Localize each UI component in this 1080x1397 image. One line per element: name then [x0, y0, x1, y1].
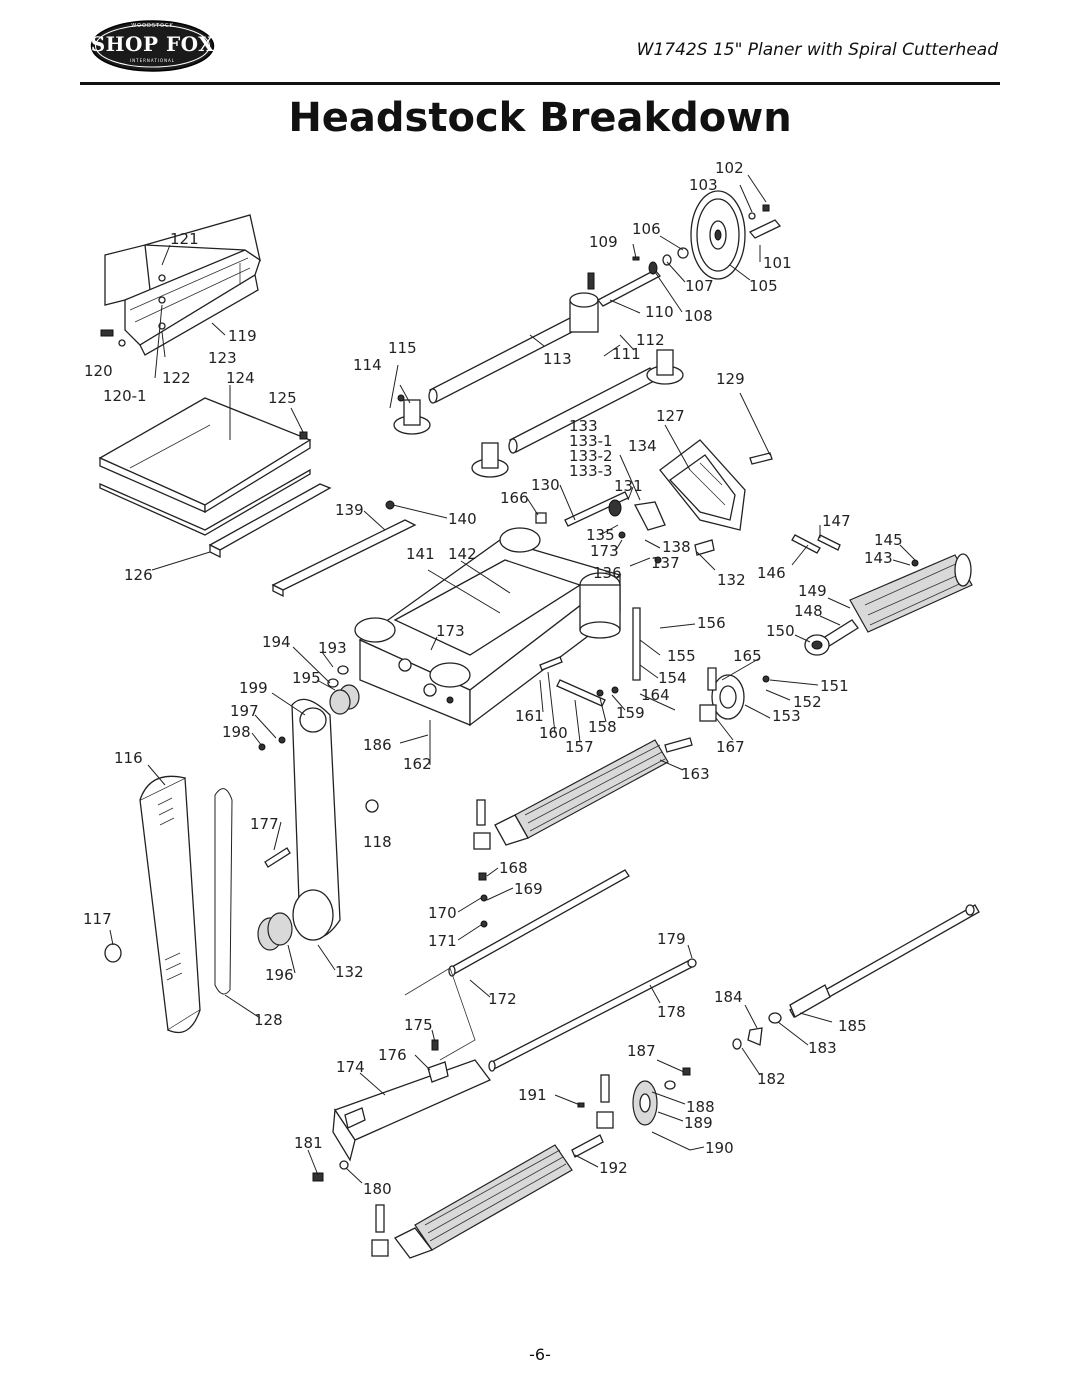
- callout-135: 135: [586, 526, 615, 544]
- callout-161: 161: [515, 707, 544, 725]
- callout-141: 141: [406, 545, 435, 563]
- callout-193: 193: [318, 639, 347, 657]
- callout-116: 116: [114, 749, 143, 767]
- cover-strips: [210, 484, 415, 596]
- callout-110: 110: [645, 303, 674, 321]
- callout-148: 148: [794, 602, 823, 620]
- page-number: -6-: [529, 1345, 551, 1364]
- gearbox-cover: [660, 440, 772, 530]
- callout-189: 189: [684, 1114, 713, 1132]
- callout-122: 122: [162, 369, 191, 387]
- callout-162: 162: [403, 755, 432, 773]
- callout-184: 184: [714, 988, 743, 1006]
- callout-159: 159: [616, 704, 645, 722]
- callout-187: 187: [627, 1042, 656, 1060]
- callout-150: 150: [766, 622, 795, 640]
- callout-115: 115: [388, 339, 417, 357]
- callout-179: 179: [657, 930, 686, 948]
- callout-174: 174: [336, 1058, 365, 1076]
- callout-173-frame: 173: [436, 622, 465, 640]
- callout-182: 182: [757, 1070, 786, 1088]
- callout-131: 131: [614, 477, 643, 495]
- callout-106: 106: [632, 220, 661, 238]
- callout-158: 158: [588, 718, 617, 736]
- callout-172: 172: [488, 990, 517, 1008]
- callout-129: 129: [716, 370, 745, 388]
- callout-137: 137: [651, 554, 680, 572]
- headstock-breakdown-diagram: [0, 150, 1080, 1330]
- callout-177: 177: [250, 815, 279, 833]
- callout-119: 119: [228, 327, 257, 345]
- callout-114: 114: [353, 356, 382, 374]
- page-title: Headstock Breakdown: [288, 95, 792, 141]
- callout-113: 113: [543, 350, 572, 368]
- logo-bottom-text: INTERNATIONAL: [129, 58, 176, 63]
- model-title: W1742S 15" Planer with Spiral Cutterhead: [636, 40, 998, 60]
- callout-163: 163: [681, 765, 710, 783]
- callout-105: 105: [749, 277, 778, 295]
- callout-194: 194: [262, 633, 291, 651]
- callout-180: 180: [363, 1180, 392, 1198]
- callout-124: 124: [226, 369, 255, 387]
- callout-133: 133: [569, 417, 598, 435]
- callout-133-3: 133-3: [569, 462, 613, 480]
- callout-117: 117: [83, 910, 112, 928]
- callout-198: 198: [222, 723, 251, 741]
- callout-173-top: 173: [590, 542, 619, 560]
- callout-130: 130: [531, 476, 560, 494]
- callout-127: 127: [656, 407, 685, 425]
- callout-132-bottom: 132: [335, 963, 364, 981]
- callout-164: 164: [641, 686, 670, 704]
- callout-112: 112: [636, 331, 665, 349]
- callout-151: 151: [820, 677, 849, 695]
- callout-118: 118: [363, 833, 392, 851]
- callout-181: 181: [294, 1134, 323, 1152]
- callout-188: 188: [686, 1098, 715, 1116]
- callout-102: 102: [715, 159, 744, 177]
- callout-167: 167: [716, 738, 745, 756]
- callout-176: 176: [378, 1046, 407, 1064]
- callout-196: 196: [265, 966, 294, 984]
- callout-134: 134: [628, 437, 657, 455]
- callout-101: 101: [763, 254, 792, 272]
- belt-drive: [105, 666, 359, 1033]
- callout-142: 142: [448, 545, 477, 563]
- logo-brand-text: SHOP FOX: [90, 32, 215, 56]
- callout-154: 154: [658, 669, 687, 687]
- callout-121: 121: [170, 230, 199, 248]
- callout-123: 123: [208, 349, 237, 367]
- callout-109: 109: [589, 233, 618, 251]
- callout-120-1: 120-1: [103, 387, 147, 405]
- shop-fox-logo: [90, 20, 215, 72]
- exploded-view-drawing: [0, 150, 1080, 1330]
- callout-171: 171: [428, 932, 457, 950]
- callout-111: 111: [612, 345, 641, 363]
- callout-132-top: 132: [717, 571, 746, 589]
- callout-133-2: 133-2: [569, 447, 613, 465]
- callout-153: 153: [772, 707, 801, 725]
- callout-170: 170: [428, 904, 457, 922]
- callout-120: 120: [84, 362, 113, 380]
- callout-108: 108: [684, 307, 713, 325]
- callout-168: 168: [499, 859, 528, 877]
- callout-146: 146: [757, 564, 786, 582]
- callout-166: 166: [500, 489, 529, 507]
- callout-157: 157: [565, 738, 594, 756]
- callout-107: 107: [685, 277, 714, 295]
- callout-149: 149: [798, 582, 827, 600]
- callout-125: 125: [268, 389, 297, 407]
- callout-133-1: 133-1: [569, 432, 613, 450]
- callout-155: 155: [667, 647, 696, 665]
- callout-199: 199: [239, 679, 268, 697]
- logo-top-text: WOODSTOCK: [131, 23, 174, 29]
- page-header: [0, 0, 1080, 90]
- callout-169: 169: [514, 880, 543, 898]
- callout-192: 192: [599, 1159, 628, 1177]
- callout-139: 139: [335, 501, 364, 519]
- callout-190: 190: [705, 1139, 734, 1157]
- callout-128: 128: [254, 1011, 283, 1029]
- callout-143: 143: [864, 549, 893, 567]
- callout-191: 191: [518, 1086, 547, 1104]
- callout-160: 160: [539, 724, 568, 742]
- callout-165: 165: [733, 647, 762, 665]
- callout-147: 147: [822, 512, 851, 530]
- callout-103: 103: [689, 176, 718, 194]
- callout-138: 138: [662, 538, 691, 556]
- callout-126: 126: [124, 566, 153, 584]
- callout-140: 140: [448, 510, 477, 528]
- callout-185: 185: [838, 1017, 867, 1035]
- header-divider: [80, 82, 1000, 85]
- callout-152: 152: [793, 693, 822, 711]
- callout-136: 136: [593, 564, 622, 582]
- lower-rods: [405, 870, 696, 1071]
- callout-145: 145: [874, 531, 903, 549]
- callout-197: 197: [230, 702, 259, 720]
- callout-183: 183: [808, 1039, 837, 1057]
- callout-178: 178: [657, 1003, 686, 1021]
- callout-175: 175: [404, 1016, 433, 1034]
- callout-186: 186: [363, 736, 392, 754]
- callout-195: 195: [292, 669, 321, 687]
- callout-156: 156: [697, 614, 726, 632]
